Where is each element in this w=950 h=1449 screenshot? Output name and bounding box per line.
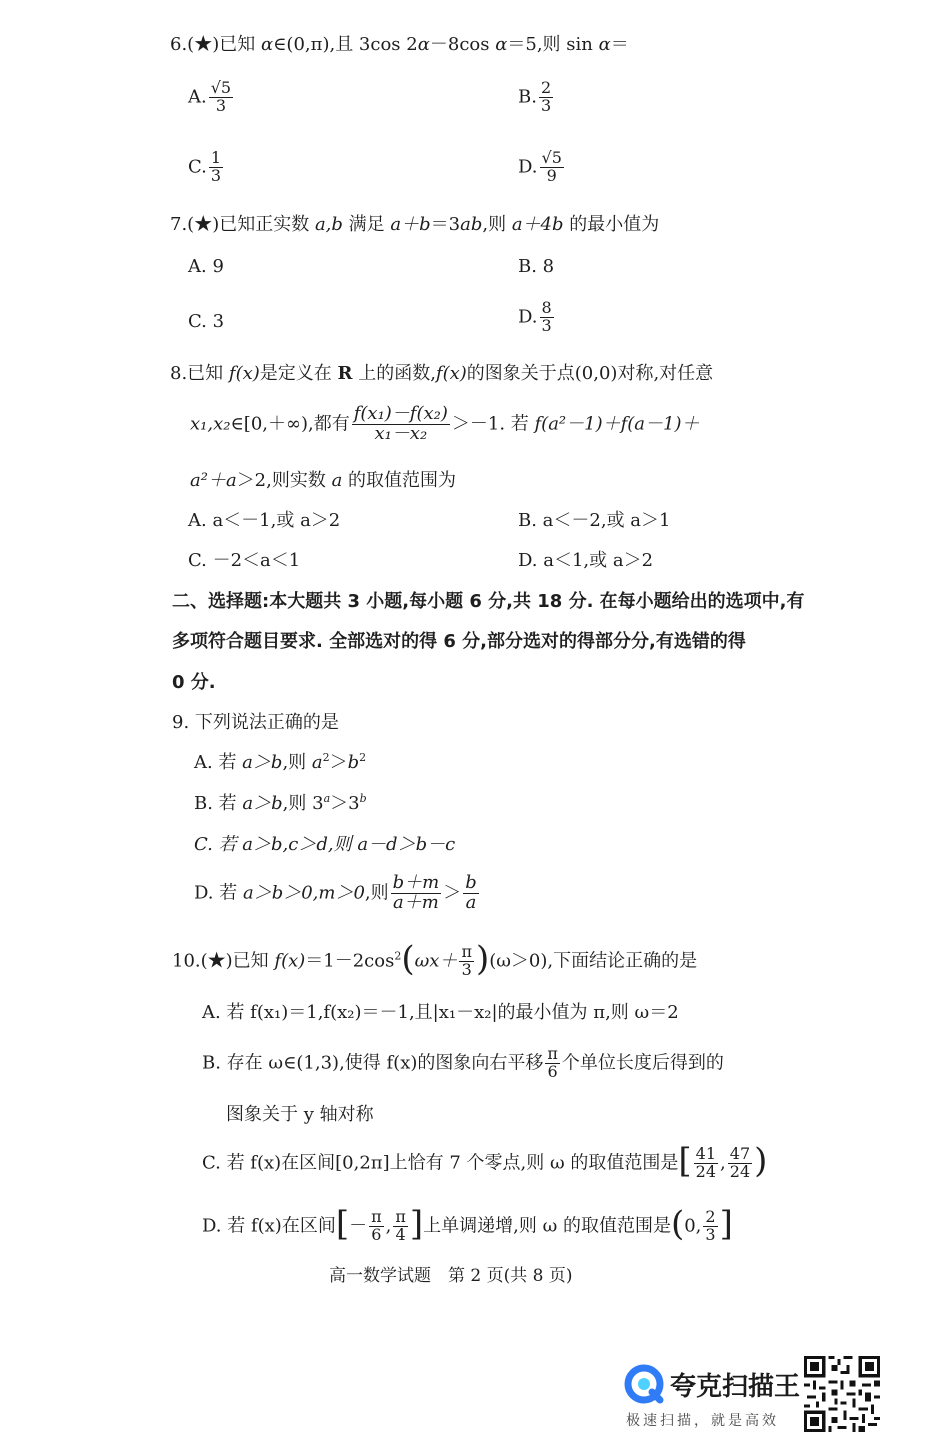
q7-option-b: B. 8 bbox=[518, 256, 555, 277]
q6-option-c: C. $\frac{1}{3}$ bbox=[188, 148, 222, 185]
section2-instructions-line3: 0 分. bbox=[172, 672, 216, 693]
q8-option-d: D. a＜1,或 a＞2 bbox=[518, 550, 654, 571]
q10-option-b-line1: B. 存在 ω∈(1,3),使得 f(x)的图象向右平移 $\frac{\pi}{6}$ 个单位长度后得到的 bbox=[202, 1044, 724, 1081]
q9-stem: 9. 下列说法正确的是 bbox=[172, 712, 339, 733]
q8-stem-line3: a²＋a＞2,则实数 a 的取值范围为 bbox=[190, 470, 457, 491]
q10-option-d: D. 若 f(x)在区间[－ $\frac{\pi}{6}$ , $\frac{\pi}{4}$ ]上单调递增,则 ω 的取值范围是(0, $\frac{2}{3}$ ] bbox=[202, 1204, 733, 1245]
q7-option-a: A. 9 bbox=[188, 256, 224, 277]
page-footer: 高一数学试题 第 2 页(共 8 页) bbox=[329, 1266, 573, 1286]
q7-option-c: C. 3 bbox=[188, 311, 225, 332]
q8-option-c: C. －2＜a＜1 bbox=[188, 550, 301, 571]
scanner-watermark bbox=[624, 1362, 799, 1430]
q9-option-a: A. 若 a＞b,则 $a^2>b^2$ bbox=[194, 751, 367, 773]
q9-option-c: C. 若 a＞b,c＞d,则 a－d＞b－c bbox=[194, 834, 456, 855]
section2-instructions-line1: 二、选择题:本大题共 3 小题,每小题 6 分,共 18 分. 在每小题给出的选项中,有 bbox=[172, 591, 805, 612]
q7-stem: 7.(★)已知正实数 a,b 满足 a＋b＝3ab,则 a＋4b 的最小值为 bbox=[170, 214, 660, 235]
brand-slogan: 极速扫描，就是高效 bbox=[626, 1413, 779, 1429]
q7-option-d: D. $\frac{8}{3}$ bbox=[518, 298, 552, 335]
q6-stem: 6.(★)已知 α∈(0,π),且 3cos 2α－8cos α＝5,则 sin α＝ bbox=[170, 34, 629, 55]
q9-option-d: D. 若 a＞b＞0,m＞0,则 $\frac{b+m}{a+m}$ ＞ $\frac{b}{a}$ bbox=[194, 872, 477, 913]
q6-option-a: A. $\frac{√5}{3}$ bbox=[188, 78, 232, 115]
brand-name: 夸克扫描王 bbox=[670, 1372, 801, 1402]
q10-option-c: C. 若 f(x)在区间[0,2π]上恰有 7 个零点,则 ω 的取值范围是[ $\frac{41}{24}$ , $\frac{47}{24}$ ) bbox=[202, 1141, 768, 1182]
q8-option-b: B. a＜－2,或 a＞1 bbox=[518, 510, 671, 531]
q6-option-b: B. $\frac{2}{3}$ bbox=[518, 78, 552, 115]
q8-option-a: A. a＜－1,或 a＞2 bbox=[188, 510, 341, 531]
quark-logo-icon bbox=[624, 1364, 664, 1404]
q10-option-a: A. 若 f(x₁)＝1,f(x₂)＝－1,且|x₁－x₂|的最小值为 π,则 ω＝2 bbox=[202, 1002, 679, 1023]
section2-instructions-line2: 多项符合题目要求. 全部选对的得 6 分,部分选对的得部分分,有选错的得 bbox=[172, 631, 746, 652]
q10-stem: 10.(★)已知 $f(x)=1-2\cos^2(\omega x+$ $\frac{\pi}{3}$ )(ω＞0),下面结论正确的是 bbox=[172, 939, 698, 980]
q9-option-b: B. 若 a＞b,则 $3^a>3^b$ bbox=[194, 792, 367, 814]
q8-stem-line1: 8.已知 f(x)是定义在 R 上的函数,f(x)的图象关于点(0,0)对称,对任意 bbox=[170, 363, 714, 384]
q6-option-d: D. $\frac{√5}{9}$ bbox=[518, 148, 562, 185]
qr-code-image bbox=[804, 1356, 880, 1432]
q8-stem-line2: x₁,x₂∈[0,＋∞),都有 $\frac{\text{f(x₁)－f(x₂)}}{\text{x₁－x₂}}$ ＞－1. 若 f(a²－1)＋f(a－1)＋ bbox=[190, 403, 700, 444]
q10-option-b-line2: 图象关于 y 轴对称 bbox=[226, 1104, 374, 1125]
